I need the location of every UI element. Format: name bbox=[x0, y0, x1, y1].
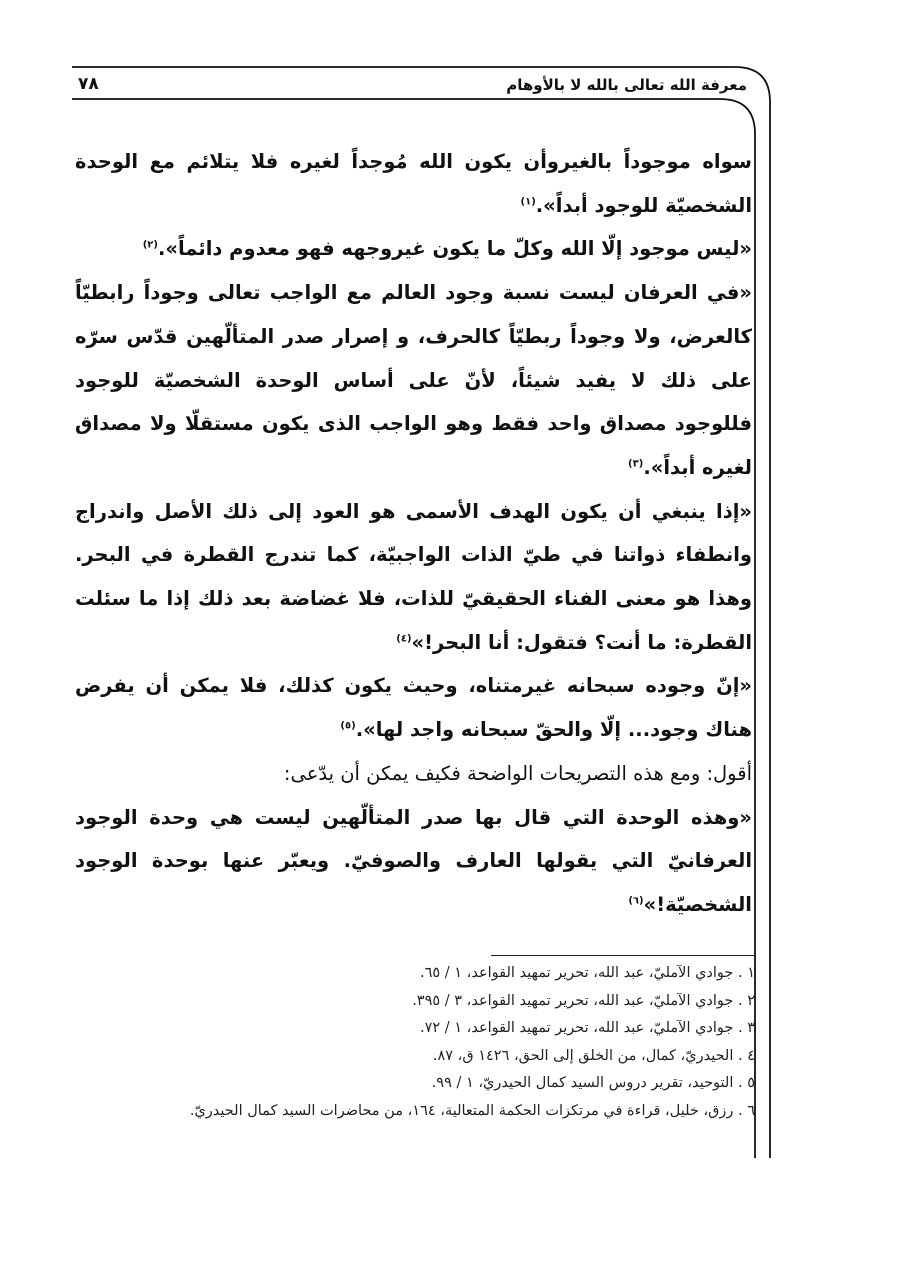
footnote-ref: (٦) bbox=[628, 895, 644, 907]
paragraph-4 bbox=[75, 490, 752, 665]
paragraph-6 bbox=[75, 752, 752, 796]
footnote-3: ٣ . جوادي الآمليّ، عبد الله، تحرير تمهيد القواعد، ١ / ٧٢. bbox=[419, 1020, 755, 1036]
footnote-ref: (١) bbox=[520, 196, 536, 208]
page-number: ٧٨ bbox=[78, 74, 99, 94]
paragraph-text: «ليس موجود إلّا الله وكلّ ما يكون غيروجهه فهو معدوم دائماً». bbox=[157, 237, 752, 261]
footnote-ref: (٥) bbox=[340, 720, 356, 732]
footnote-6: ٦ . رزق، خليل، قراءة في مرتكزات الحكمة المتعالية، ١٦٤، من محاضرات السيد كمال الحيدريّ. bbox=[189, 1102, 755, 1119]
paragraph-text: «وهذه الوحدة التي قال بها صدر المتألّهين ليست هي وحدة الوجود العرفانيّ التي يقولها العارف والصوفيّ. ويعبّر عنها بوحدة الوجود الشخصيّة!» bbox=[75, 805, 752, 916]
paragraph-text: «في العرفان ليست نسبة وجود العالم مع الواجب تعالى وجوداً رابطيّاً كالعرض، ولا وجوداً ربطيّاً كالحرف، و إصرار صدر المتألّهين قدّس سرّه على ذلك لا يفيد شيئاً، لأنّ على أساس الوحدة الشخصيّة للوجود فللوجود مصداق واحد فقط وهو الواجب الذى يكون مستقلّا ولا مصداق لغيره أبداً». bbox=[75, 281, 752, 479]
paragraph-3 bbox=[75, 271, 752, 490]
paragraph-text: أقول: ومع هذه التصريحات الواضحة فكيف يمكن أن يدّعى: bbox=[283, 761, 752, 785]
main-text bbox=[75, 140, 752, 927]
footnote-ref: (٣) bbox=[628, 458, 644, 470]
footnote-2: ٢ . جوادي الآمليّ، عبد الله، تحرير تمهيد القواعد، ٣ / ٣٩٥. bbox=[412, 992, 755, 1009]
footnote-divider bbox=[491, 955, 754, 956]
footnote-ref: (٢) bbox=[142, 239, 158, 251]
footnotes bbox=[60, 960, 755, 1125]
paragraph-text: «إذا ينبغي أن يكون الهدف الأسمى هو العود إلى ذلك الأصل واندراج وانطفاء ذواتنا في طيّ الذات الواجبيّة، كما تندرج القطرة في البحر. وهذا هو معنى الفناء الحقيقيّ للذات، فلا غضاضة بعد ذلك إذا ما سئلت القطرة: ما أنت؟ فتقول: أنا البحر!» bbox=[75, 499, 752, 654]
footnote-4: ٤ . الحيدريّ، كمال، من الخلق إلى الحق، ١٤٢٦ ق، ٨٧. bbox=[432, 1047, 755, 1064]
footnote-5: ٥ . التوحيد، تقرير دروس السيد كمال الحيدريّ، ١ / ٩٩. bbox=[431, 1075, 755, 1091]
paragraph-2 bbox=[75, 227, 752, 271]
paragraph-1 bbox=[75, 140, 752, 227]
paragraph-7 bbox=[75, 796, 752, 927]
paragraph-5 bbox=[75, 664, 752, 751]
paragraph-text: «إنّ وجوده سبحانه غيرمتناه، وحيث يكون كذلك، فلا يمكن أن يفرض هناك وجود... إلّا والحقّ سبحانه واجد لها». bbox=[75, 674, 752, 742]
paragraph-text: سواه موجوداً بالغيروأن يكون الله مُوجداً لغيره فلا يتلائم مع الوحدة الشخصيّة للوجود أبداً». bbox=[75, 150, 752, 217]
footnote-1: ١ . جوادي الآمليّ، عبد الله، تحرير تمهيد القواعد، ١ / ٦٥. bbox=[419, 965, 755, 981]
running-title: معرفة الله تعالى بالله لا بالأوهام bbox=[506, 76, 747, 94]
footnote-ref: (٤) bbox=[396, 633, 412, 645]
